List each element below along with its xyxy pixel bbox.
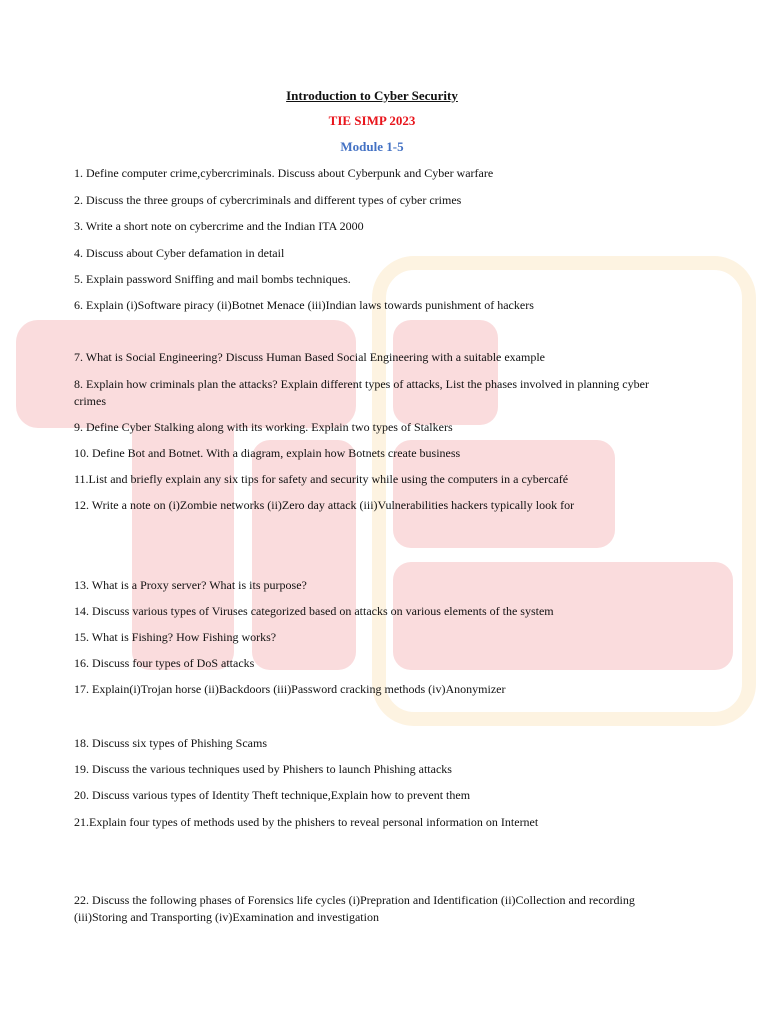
question-6: 6. Explain (i)Software piracy (ii)Botnet Menace (iii)Indian laws towards punishment of hackers: [74, 298, 534, 312]
question-4: 4. Discuss about Cyber defamation in detail: [74, 246, 285, 260]
question-11: 11.List and briefly explain any six tips for safety and security while using the computers in a cybercafé: [74, 472, 569, 486]
question-20: 20. Discuss various types of Identity Theft technique,Explain how to prevent them: [74, 788, 471, 802]
question-14: 14. Discuss various types of Viruses categorized based on attacks on various elements of the system: [74, 604, 554, 618]
question-2: 2. Discuss the three groups of cybercriminals and different types of cyber crimes: [74, 193, 462, 207]
question-18: 18. Discuss six types of Phishing Scams: [74, 736, 268, 750]
question-3: 3. Write a short note on cybercrime and the Indian ITA 2000: [74, 219, 364, 233]
question-15: 15. What is Fishing? How Fishing works?: [74, 630, 277, 644]
page-title: Introduction to Cyber Security: [286, 88, 458, 103]
question-19: 19. Discuss the various techniques used by Phishers to launch Phishing attacks: [74, 762, 452, 776]
page-subtitle: TIE SIMP 2023: [328, 113, 416, 128]
question-13: 13. What is a Proxy server? What is its purpose?: [74, 578, 307, 592]
question-17: 17. Explain(i)Trojan horse (ii)Backdoors (iii)Password cracking methods (iv)Anonymizer: [74, 682, 506, 696]
question-1: 1. Define computer crime,cybercriminals. Discuss about Cyberpunk and Cyber warfare: [74, 166, 494, 180]
question-16: 16. Discuss four types of DoS attacks: [74, 656, 255, 670]
question-8: 8. Explain how criminals plan the attacks? Explain different types of attacks, List the phases involved in planning cyber crimes: [74, 377, 649, 408]
module-label: Module 1-5: [340, 139, 404, 154]
question-7: 7. What is Social Engineering? Discuss Human Based Social Engineering with a suitable example: [74, 350, 545, 364]
question-21: 21.Explain four types of methods used by the phishers to reveal personal information on Internet: [74, 815, 539, 829]
question-22: 22. Discuss the following phases of Forensics life cycles (i)Prepration and Identification (ii)Collection and recording (iii)Storing and Transporting (iv)Examination and investigation: [74, 893, 635, 924]
question-10: 10. Define Bot and Botnet. With a diagram, explain how Botnets create business: [74, 446, 461, 460]
question-12: 12. Write a note on (i)Zombie networks (ii)Zero day attack (iii)Vulnerabilities hackers typically look for: [74, 498, 575, 512]
question-5: 5. Explain password Sniffing and mail bombs techniques.: [74, 272, 351, 286]
question-9: 9. Define Cyber Stalking along with its working. Explain two types of Stalkers: [74, 420, 453, 434]
watermark-shape: [16, 320, 356, 428]
